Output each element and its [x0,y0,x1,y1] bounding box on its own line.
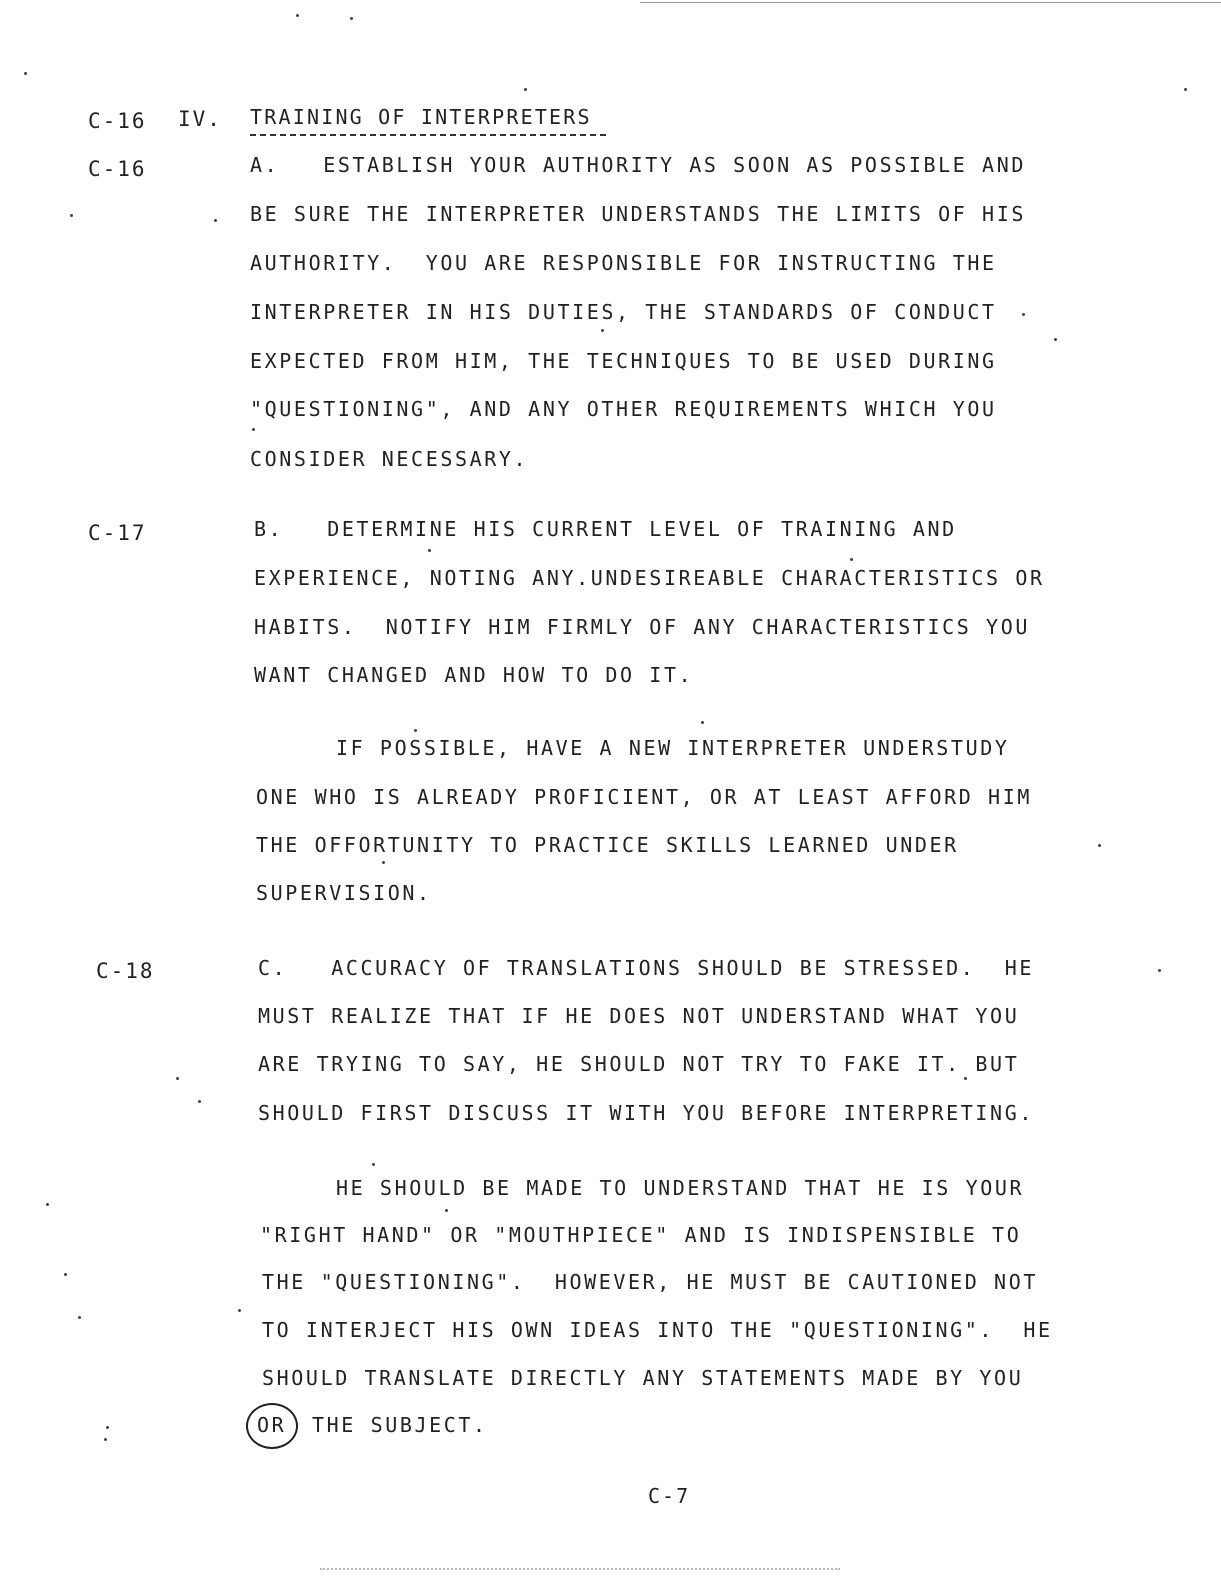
section-numeral: IV. [178,107,222,131]
section-title: TRAINING OF INTERPRETERS [250,105,592,129]
para-c-cont-line-5: SHOULD TRANSLATE DIRECTLY ANY STATEMENTS MADE BY YOU [262,1366,1024,1390]
scan-speck [701,721,704,724]
para-a-line-1: A. ESTABLISH YOUR AUTHORITY AS SOON AS POSSIBLE AND [250,153,1026,177]
scan-speck [382,861,385,864]
scan-speck [106,1426,109,1429]
scan-speck [1054,338,1057,341]
margin-ref-b: C-17 [88,521,147,545]
scan-speck [1184,88,1187,91]
scan-speck [296,14,299,17]
scan-speck [524,88,527,91]
scan-bottom-smudge [320,1568,840,1570]
scan-speck [176,1077,179,1080]
para-a-line-5: EXPECTED FROM HIM, THE TECHNIQUES TO BE USED DURING [250,349,997,373]
scan-speck [70,214,73,217]
para-b-cont-line-3: THE OFFORTUNITY TO PRACTICE SKILLS LEARNED UNDER [256,833,959,857]
scan-edge-line [640,2,1221,3]
para-c-line-4: SHOULD FIRST DISCUSS IT WITH YOU BEFORE INTERPRETING. [258,1101,1034,1125]
para-b-cont-line-1: IF POSSIBLE, HAVE A NEW INTERPRETER UNDERSTUDY [336,736,1010,760]
para-c-final-tail: THE SUBJECT. [312,1413,488,1437]
scan-speck [1098,844,1101,847]
para-c-cont-line-3: THE "QUESTIONING". HOWEVER, HE MUST BE CAUTIONED NOT [262,1270,1038,1294]
scan-speck [850,558,853,561]
section-title-underline [250,134,606,136]
scan-speck [428,549,431,552]
scan-speck [214,219,217,222]
scan-speck [445,1209,448,1212]
para-c-line-2: MUST REALIZE THAT IF HE DOES NOT UNDERSTAND WHAT YOU [258,1004,1020,1028]
para-a-line-6: "QUESTIONING", AND ANY OTHER REQUIREMENTS WHICH YOU [250,397,997,421]
para-c-line-3: ARE TRYING TO SAY, HE SHOULD NOT TRY TO FAKE IT. BUT [258,1052,1020,1076]
para-c-cont-line-2: "RIGHT HAND" OR "MOUTHPIECE" AND IS INDISPENSIBLE TO [260,1223,1022,1247]
scan-speck [24,72,27,75]
circled-word: OR [257,1413,287,1437]
para-b-line-4: WANT CHANGED AND HOW TO DO IT. [254,663,694,687]
scan-speck [601,329,604,332]
scan-speck [238,1309,241,1312]
para-b-line-1: B. DETERMINE HIS CURRENT LEVEL OF TRAINING AND [254,517,957,541]
page-number: C-7 [648,1484,691,1508]
para-c-cont-line-1: HE SHOULD BE MADE TO UNDERSTAND THAT HE IS YOUR [336,1176,1025,1200]
scan-speck [414,729,417,732]
para-b-line-2: EXPERIENCE, NOTING ANY.UNDESIREABLE CHARACTERISTICS OR [254,566,1045,590]
scan-speck [1022,313,1025,316]
scan-speck [964,1077,967,1080]
margin-ref-c: C-18 [96,959,155,983]
para-a-line-2: BE SURE THE INTERPRETER UNDERSTANDS THE LIMITS OF HIS [250,202,1026,226]
scan-speck [78,1316,81,1319]
margin-ref-a: C-16 [88,157,147,181]
para-b-cont-line-2: ONE WHO IS ALREADY PROFICIENT, OR AT LEAST AFFORD HIM [256,785,1032,809]
scan-speck [372,1163,375,1166]
para-a-line-4: INTERPRETER IN HIS DUTIES, THE STANDARDS OF CONDUCT [250,300,997,324]
scan-speck [104,1438,107,1441]
scan-speck [64,1273,67,1276]
scan-speck [252,428,255,431]
para-c-line-1: C. ACCURACY OF TRANSLATIONS SHOULD BE STRESSED. HE [258,956,1034,980]
scan-speck [350,17,353,20]
scan-speck [1158,969,1161,972]
scan-speck [46,1203,49,1206]
para-a-line-7: CONSIDER NECESSARY. [250,447,529,471]
scan-speck [198,1100,201,1103]
para-b-cont-line-4: SUPERVISION. [256,881,432,905]
para-a-line-3: AUTHORITY. YOU ARE RESPONSIBLE FOR INSTRUCTING THE [250,251,997,275]
para-b-line-3: HABITS. NOTIFY HIM FIRMLY OF ANY CHARACTERISTICS YOU [254,615,1030,639]
para-c-cont-line-4: TO INTERJECT HIS OWN IDEAS INTO THE "QUESTIONING". HE [262,1318,1053,1342]
margin-ref-section: C-16 [88,109,147,133]
